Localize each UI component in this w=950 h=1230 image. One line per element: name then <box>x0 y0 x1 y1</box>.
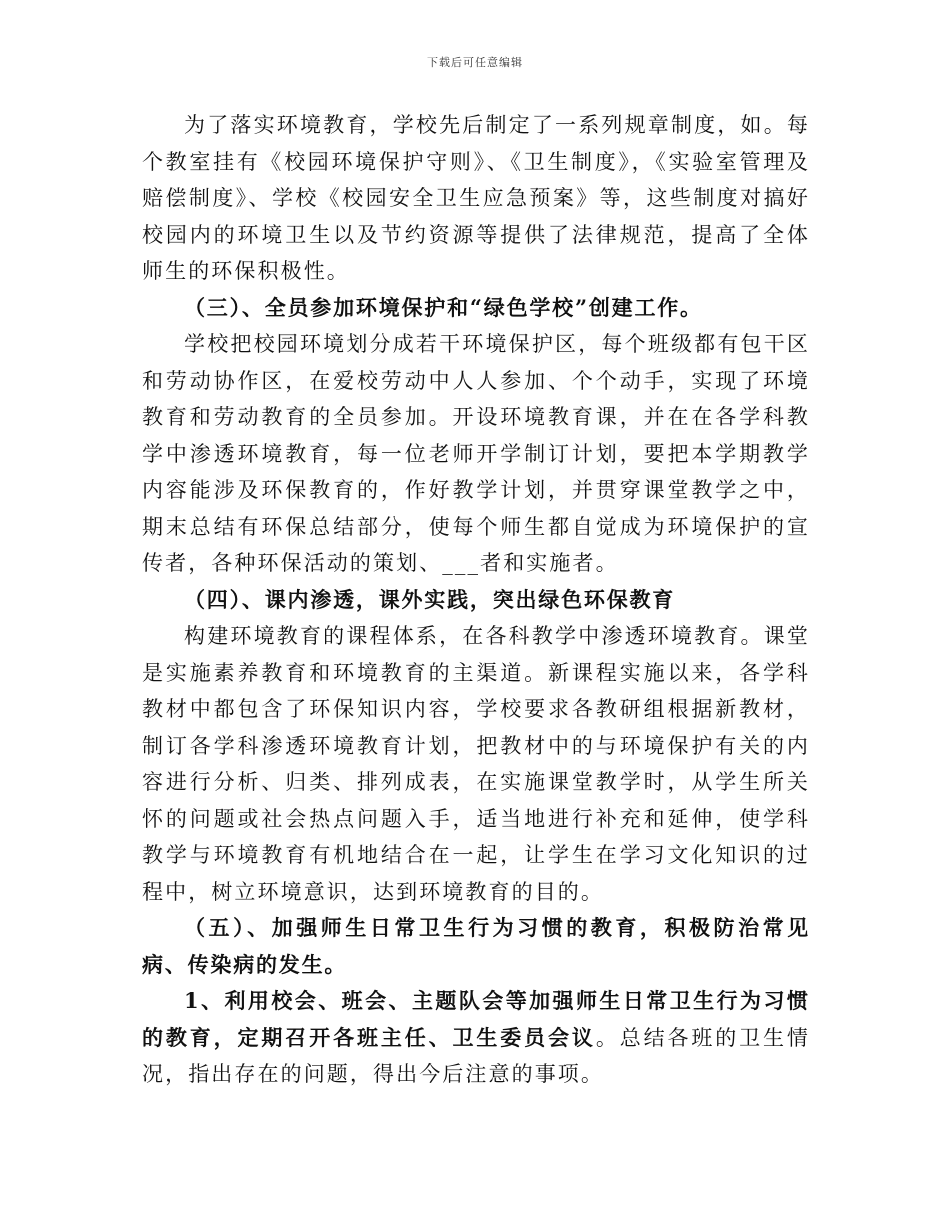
paragraph-participation: 学校把校园环境划分成若干环境保护区，每个班级都有包干区和劳动协作区，在爱校劳动中人人参加、个个动手，实现了环境教育和劳动教育的全员参加。开设环境教育课，并在在各学科教学中渗透环境教育，每一位老师开学制订计划，要把本学期教学内容能涉及环保教育的，作好教学计划，并贯穿课堂教学之中，期末总结有环保总结部分，使每个师生都自觉成为环境保护的宣传者，各种环保活动的策划、___者和实施者。 <box>142 332 810 575</box>
paragraph-hygiene <box>142 983 810 1093</box>
section-heading-5: （五）、加强师生日常卫生行为习惯的教育，积极防治常见病、传染病的发生。 <box>142 915 810 977</box>
page-header-note: 下载后可任意编辑 <box>427 56 523 69</box>
paragraph-curriculum: 构建环境教育的课程体系，在各科教学中渗透环境教育。课堂是实施素养教育和环境教育的主渠道。新课程实施以来，各学科教材中都包含了环保知识内容，学校要求各教研组根据新教材，制订各学科渗透环境教育计划，把教材中的与环境保护有关的内容进行分析、归类、排列成表，在实施课堂教学时，从学生所关怀的问题或社会热点问题入手，适当地进行补充和延伸，使学科教学与环境教育有机地结合在一起，让学生在学习文化知识的过程中，树立环境意识，达到环境教育的目的。 <box>142 624 810 904</box>
section-heading-3: （三）、全员参加环境保护和“绿色学校”创建工作。 <box>184 294 703 320</box>
section-heading-4: （四）、课内渗透，课外实践，突出绿色环保教育 <box>184 586 676 612</box>
paragraph-hygiene-lead: 1、利用校会、班会、主题队会等加强师生日常卫生行为习惯的教育，定期召开各班主任、卫生委员会议 <box>142 988 810 1050</box>
paragraph-regulations: 为了落实环境教育，学校先后制定了一系列规章制度，如。每个教室挂有《校园环境保护守则》、《卫生制度》，《实验室管理及赔偿制度》、学校《校园安全卫生应急预案》等，这些制度对搞好校园内的环境卫生以及节约资源等提供了法律规范，提高了全体师生的环保积极性。 <box>142 113 810 283</box>
document-body <box>142 107 810 1093</box>
paragraph-hygiene-rest: 。总结各班的卫生情况，指出存在的问题，得出今后注意的事项。 <box>142 1025 810 1086</box>
